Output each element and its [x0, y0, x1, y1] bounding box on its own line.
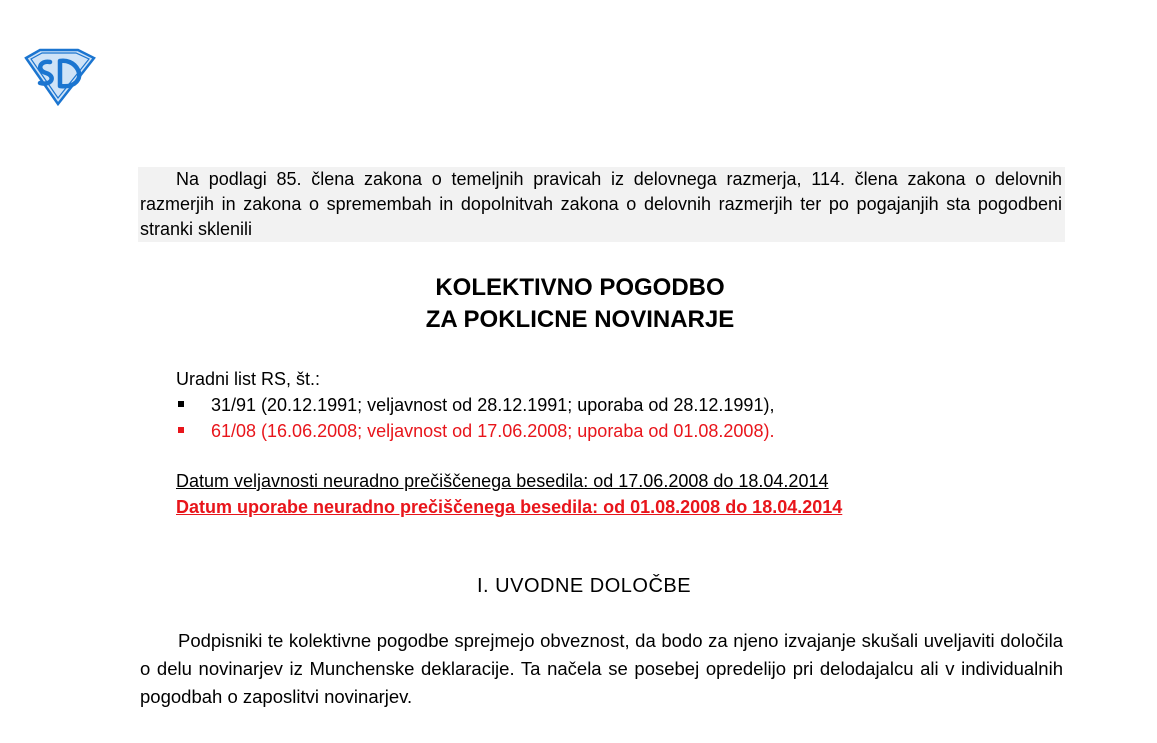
intro-preamble: [138, 167, 1065, 242]
square-bullet-icon: [178, 401, 184, 407]
square-bullet-icon: [178, 427, 184, 433]
section-body: [140, 627, 1063, 711]
application-date: Datum uporabe neuradno prečiščenega besedila: od 01.08.2008 do 18.04.2014: [176, 497, 843, 517]
sd-shield-logo-icon: [22, 48, 96, 106]
gazette-item: [176, 418, 774, 444]
official-gazette-block: [176, 366, 774, 444]
gazette-heading: Uradni list RS, št.:: [176, 369, 321, 389]
gazette-item-text: 31/91 (20.12.1991; veljavnost od 28.12.1991; uporaba od 28.12.1991),: [211, 395, 775, 415]
title-line-2: ZA POKLICNE NOVINARJE: [425, 306, 735, 333]
gazette-item: [176, 392, 774, 418]
document-title: [138, 272, 1022, 336]
validity-date: Datum veljavnosti neuradno prečiščenega besedila: od 17.06.2008 do 18.04.2014: [176, 471, 829, 491]
validity-dates: [176, 468, 842, 520]
gazette-item-text: 61/08 (16.06.2008; veljavnost od 17.06.2008; uporaba od 01.08.2008).: [211, 421, 775, 441]
intro-text: Na podlagi 85. člena zakona o temeljnih pravicah iz delovnega razmerja, 114. člena zakona o delovnih razmerjih in zakona o spremembah in dopolnitvah zakona o delovnih razmerjih ter po pogajanjih sta pogodbeni stranki sklenili: [140, 169, 1062, 239]
gazette-list: [176, 392, 774, 444]
section-paragraph: Podpisniki te kolektivne pogodbe sprejmejo obveznost, da bodo za njeno izvajanje skušali uveljaviti določila o delu novinarjev iz Munchenske deklaracije. Ta načela se posebej opredelijo pri delodajalcu ali v individualnih pogodbah o zaposlitvi novinarjev.: [140, 630, 1063, 707]
section-heading: I. UVODNE DOLOČBE: [477, 575, 692, 597]
title-line-1: KOLEKTIVNO POGODBO: [435, 274, 725, 301]
